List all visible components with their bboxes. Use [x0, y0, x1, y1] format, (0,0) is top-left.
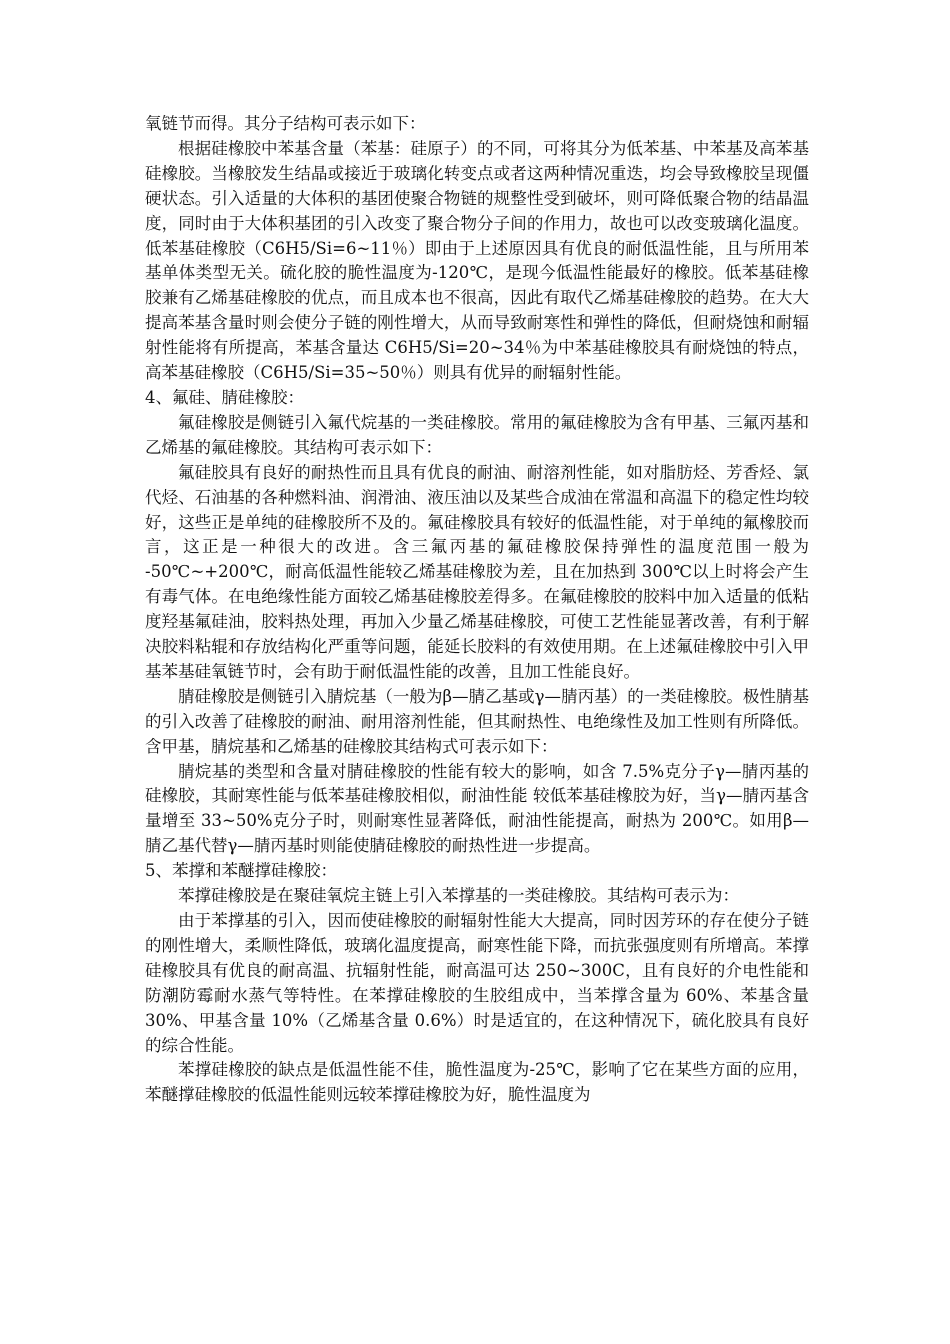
paragraph-fluorosilicone-intro: 氟硅橡胶是侧链引入氟代烷基的一类硅橡胶。常用的氟硅橡胶为含有甲基、三氟丙基和乙烯基的氟硅橡胶。其结构可表示如下： — [145, 412, 809, 457]
paragraph-structure-intro: 氧链节而得。其分子结构可表示如下： — [145, 114, 426, 133]
paragraph-phenylene-intro: 苯撑硅橡胶是在聚硅氧烷主链上引入苯撑基的一类硅橡胶。其结构可表示为： — [178, 886, 739, 906]
paragraph-fluorosilicone-properties: 氟硅胶具有良好的耐热性而且具有优良的耐油、耐溶剂性能，如对脂肪烃、芳香烃、氯代烃、石油基的各种燃料油、润滑油、液压油以及某些合成油在常温和高温下的稳定性均较好，这些正是单纯的硅橡胶所不及的。氟硅橡胶具有较好的低温性能，对于单纯的氟橡胶而言，这正是一种很大的改进。含三氟丙基的氟硅橡胶保持弹性的温度范围一般为 -50℃~+200℃，耐高低温性能较乙烯基硅橡胶为差，且在加热到 300℃以上时将会产生有毒气体。在电绝缘性能方面较乙烯基硅橡胶差得多。在氟硅橡胶的胶料中加入适量的低粘度羟基氟硅油，胶料热处理，再加入少量乙烯基硅橡胶，可使工艺性能显著改善，有利于解决胶料粘辊和存放结构化严重等问题，能延长胶料的有效使用期。在上述氟硅橡胶中引入甲基苯基硅氧链节时，会有助于耐低温性能的改善，且加工性能良好。 — [145, 462, 809, 681]
paragraph-nitrile-silicone-intro: 腈硅橡胶是侧链引入腈烷基（一般为β—腈乙基或γ—腈丙基）的一类硅橡胶。极性腈基的引入改善了硅橡胶的耐油、耐用溶剂性能，但其耐热性、电绝缘性及加工性则有所降低。含甲基，腈烷基和乙烯基的硅橡胶其结构式可表示如下： — [145, 686, 809, 756]
paragraph-phenylene-drawbacks: 苯撑硅橡胶的缺点是低温性能不佳，脆性温度为-25℃，影响了它在某些方面的应用，苯醚撑硅橡胶的低温性能则远较苯撑硅橡胶为好，脆性温度为 — [145, 1060, 809, 1105]
paragraph-phenyl-silicone: 根据硅橡胶中苯基含量（苯基：硅原子）的不同，可将其分为低苯基、中苯基及高苯基硅橡胶。当橡胶发生结晶或接近于玻璃化转变点或者这两种情况重迭，均会导致橡胶呈现僵硬状态。引入适量的大体积的基团使聚合物链的规整性受到破坏，则可降低聚合物的结晶温度，同时由于大体积基团的引入改变了聚合物分子间的作用力，故也可以改变玻璃化温度。低苯基硅橡胶（C6H5/Si=6~11％）即由于上述原因具有优良的耐低温性能，且与所用苯基单体类型无关。硫化胶的脆性温度为-120℃，是现今低温性能最好的橡胶。低苯基硅橡胶兼有乙烯基硅橡胶的优点，而且成本也不很高，因此有取代乙烯基硅橡胶的趋势。在大大提高苯基含量时则会使分子链的刚性增大，从而导致耐寒性和弹性的降低，但耐烧蚀和耐辐射性能将有所提高，苯基含量达 C6H5/Si=20~34％为中苯基硅橡胶具有耐烧蚀的特点，高苯基硅橡胶（C6H5/Si=35~50％）则具有优异的耐辐射性能。 — [145, 138, 809, 383]
document-page — [145, 112, 809, 1108]
section-heading-phenylene: 5、苯撑和苯醚撑硅橡胶： — [145, 861, 337, 881]
paragraph-phenylene-properties: 由于苯撑基的引入，因而使硅橡胶的耐辐射性能大大提高，同时因芳环的存在使分子链的刚性增大，柔顺性降低，玻璃化温度提高，耐寒性能下降，而抗张强度则有所增高。苯撑硅橡胶具有优良的耐高温、抗辐射性能，耐高温可达 250~300C，且有良好的介电性能和防潮防霉耐水蒸气等特性。在苯撑硅橡胶的生胶组成中，当苯撑含量为 60%、苯基含量 30%、甲基含量 10%（乙烯基含量 0.6%）时是适宜的，在这种情况下，硫化胶具有良好的综合性能。 — [145, 911, 809, 1055]
paragraph-nitrile-silicone-properties: 腈烷基的类型和含量对腈硅橡胶的性能有较大的影响，如含 7.5%克分子γ—腈丙基的硅橡胶，其耐寒性能与低苯基硅橡胶相似，耐油性能 较低苯基硅橡胶为好，当γ—腈丙基含量增至 33~50%克分子时，则耐寒性显著降低，耐油性能提高，耐热为 200℃。如用β—腈乙基代替γ—腈丙基时则能使腈硅橡胶的耐热性进一步提高。 — [145, 761, 809, 856]
section-heading-fluoro-nitrile: 4、氟硅、腈硅橡胶： — [145, 387, 304, 407]
